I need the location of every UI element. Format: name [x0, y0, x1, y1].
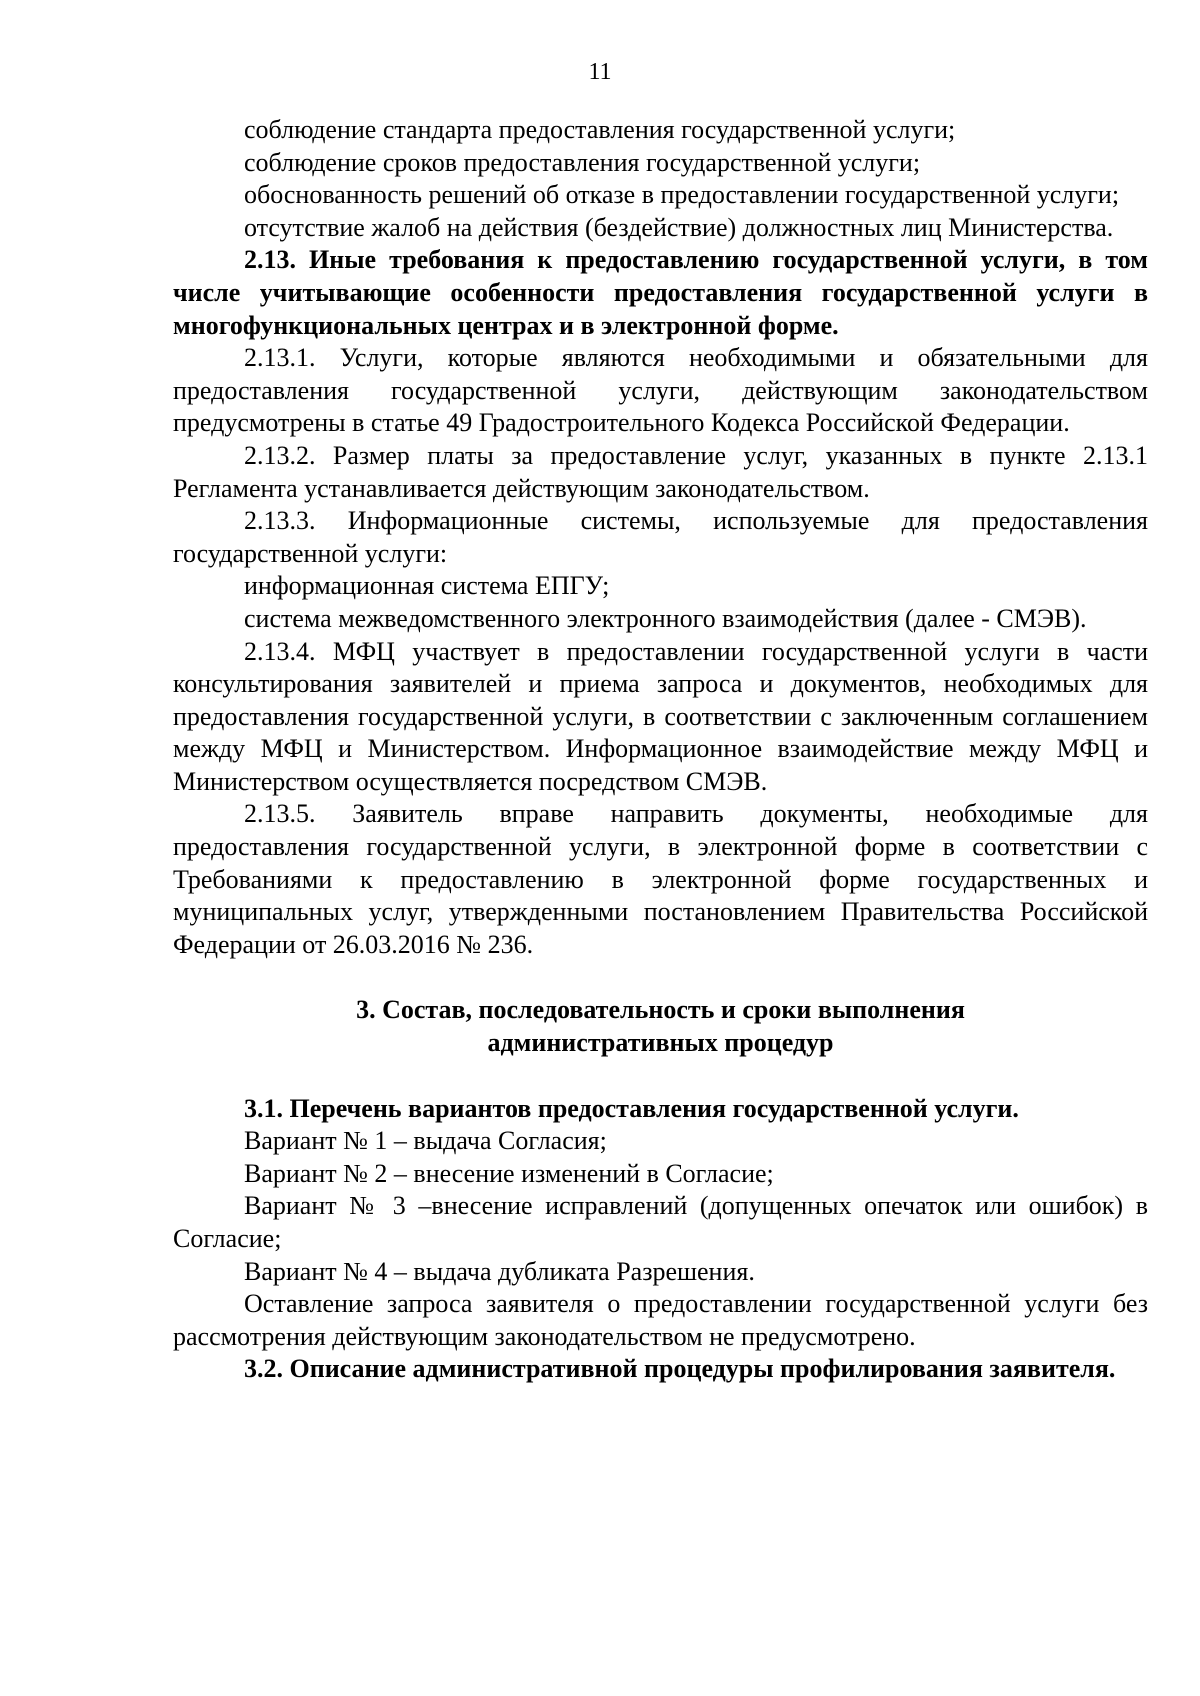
variant-3: Вариант № 3 –внесение исправлений (допущенных опечаток или ошибок) в Согласие;: [173, 1191, 1148, 1253]
paragraph-2-13-1: 2.13.1. Услуги, которые являются необходимыми и обязательными для предоставления государственной услуги, действующим законодательством предусмотрены в статье 49 Градостроительного Кодекса Российской Федерации.: [173, 343, 1148, 438]
section-3-heading-line1: 3. Состав, последовательность и сроки выполнения: [356, 995, 965, 1025]
paragraph-2-13-3: 2.13.3. Информационные системы, используемые для предоставления государственной услуги:: [173, 506, 1148, 568]
list-item-epgu: информационная система ЕПГУ;: [244, 571, 610, 601]
variant-1: Вариант № 1 – выдача Согласия;: [244, 1126, 607, 1156]
variant-4: Вариант № 4 – выдача дубликата Разрешения.: [244, 1256, 755, 1286]
criteria-refusal-justification: обоснованность решений об отказе в предоставлении государственной услуги;: [244, 180, 1120, 210]
section-3-heading: [173, 994, 1148, 1059]
paragraph-2-13-2: 2.13.2. Размер платы за предоставление услуг, указанных в пункте 2.13.1 Регламента устанавливается действующим законодательством.: [173, 440, 1148, 503]
page-number: 11: [588, 59, 612, 85]
section-2-13-title: 2.13. Иные требования к предоставлению государственной услуги, в том числе учитывающие особенности предоставления государственной услуги в многофункциональных центрах и в электронной форме.: [173, 245, 1148, 340]
criteria-standard: соблюдение стандарта предоставления государственной услуги;: [244, 115, 956, 144]
variant-2: Вариант № 2 – внесение изменений в Согласие;: [244, 1158, 774, 1188]
section-3-heading-line2: административных процедур: [487, 1028, 834, 1058]
document-body: [173, 114, 1148, 1386]
paragraph-2-13-4: 2.13.4. МФЦ участвует в предоставлении государственной услуги в части консультирования заявителей и приема запроса и документов, необходимых для предоставления государственной услуги, в соответствии с заключенным соглашением между МФЦ и Министерством. Информационное взаимодействие между МФЦ и Министерством осуществляется посредством СМЭВ.: [173, 636, 1148, 796]
list-item-smev: система межведомственного электронного взаимодействия (далее - СМЭВ).: [244, 603, 1087, 633]
criteria-no-complaints: отсутствие жалоб на действия (бездействие) должностных лиц Министерства.: [244, 212, 1114, 242]
section-3-2-title: 3.2. Описание административной процедуры профилирования заявителя.: [244, 1354, 1116, 1384]
no-review-note: Оставление запроса заявителя о предоставлении государственной услуги без рассмотрения действующим законодательством не предусмотрено.: [173, 1289, 1148, 1351]
section-3-1-title: 3.1. Перечень вариантов предоставления государственной услуги.: [244, 1093, 1019, 1123]
criteria-deadlines: соблюдение сроков предоставления государственной услуги;: [244, 147, 921, 177]
paragraph-2-13-5: 2.13.5. Заявитель вправе направить документы, необходимые для предоставления государственной услуги, в электронной форме в соответствии с Требованиями к предоставлению в электронной форме государственных и муниципальных услуг, утвержденными постановлением Правительства Российской Федерации от 26.03.2016 № 236.: [173, 799, 1148, 959]
